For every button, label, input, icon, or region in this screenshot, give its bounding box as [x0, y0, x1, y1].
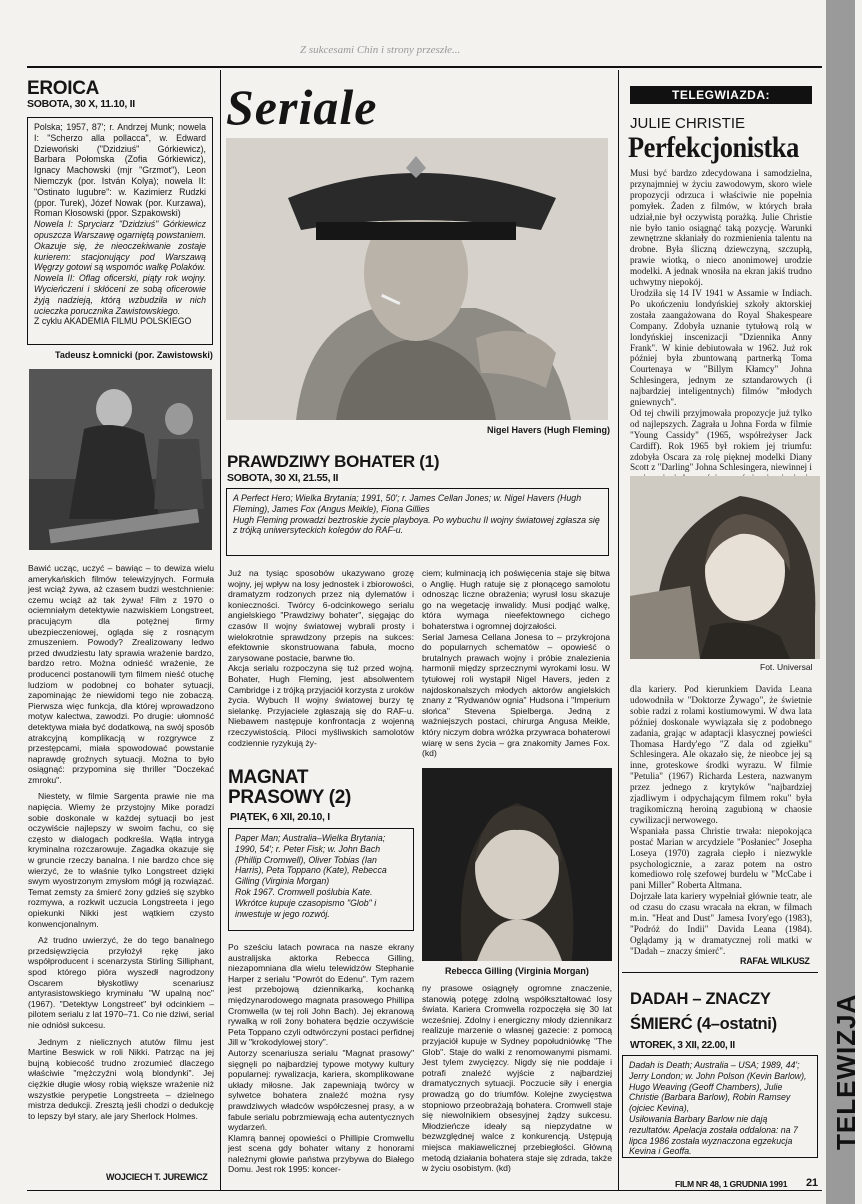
- left-body-p1: Bawić ucząc, uczyć – bawiąc – to dewiza wielu amerykańskich filmów telewizyjnych. Formuła jest wciąż żywa, aż czasem budzi westchnienie: czemu wciąż aż tak żywa! Film z 1970 o ociemniałym detektywie nazwiskiem Longstreet, pracującym dla potężnej firmy ubezpieczeniowej, ogląda się z rosnącym zmuszeniem. Powody? Zrealizowany ledwo przed dwudziestu laty sprawia wrażenie bardzo, bardzo retro. Można odnieść wrażenie, że producenci postanowili tym filmem nieść otuchę ludziom w podobnej co bohater sytuacji, zapominając że niewidomi tego nie zobaczą. Pierwsza więc funkcja, dla której wprowadzono motyw kalectwa, zawodzi. Po drugie: ułomność detektywa miała być dodatkową, na swój sposób atrakcyjną komplikacją w rozgrywce z przestępcami, miała spowodować powstanie naprawdę groźnych sytuacji. Można to było osiągnąć: przypomina się thriller "Doczekać zmroku".: [28, 563, 214, 785]
- top-banner: Z sukcesami Chin i strony przeszłe...: [300, 44, 461, 56]
- star-photo-credit: Fot. Universal: [760, 662, 813, 672]
- mid-body-col1: Już na tysiąc sposobów ukazywano grozę wojny, jej wpływ na losy jednostek i zbiorowości, dramatyzm rodzonych przez nią dylematów i konieczności. Twórcy 6-odcinkowego serialu angielskiego "Prawdziwy bohater", sięgając do czasów II wojny światowej wybrali prosty i wielokrotnie sprawdzony przepis na sukces: efektownie skonstruowana fabuła, mocno zarysowane postacie, barwne tło. Akcja serialu rozpoczyna się tuż przed wojną. Bohater, Hugh Fleming, jest absolwentem Cambridge i z trójką przyjaciół korzysta z uroków życia. Wybuch II wojny światowej burzy tę sielankę. Przyjaciele zgłaszają się do RAF-u. Niebawem następuje konfrontacja z wojenną rzeczywistością. Piloci myśliwskich samolotów codziennie ryzykują ży-: [228, 568, 414, 748]
- magnat-title-2: PRASOWY (2): [228, 787, 352, 808]
- dadah-box: [622, 1055, 818, 1158]
- dadah-synopsis: Usiłowania Barbary Barlow nie dają rezultatów. Apelacja została oddalona: na 7 lipca 1986 została wyznaczona egzekucja Kevina i Geoffa.: [629, 1113, 798, 1157]
- dadah-title-2: ŚMIERĆ (4–ostatni): [630, 1015, 777, 1033]
- dadah-rule: [622, 972, 818, 973]
- magnat-credits: Paper Man; Australia–Wielka Brytania; 1990, 54'; r. Peter Fisk; w. John Bach (Phillip Cromwell), Oliver Tobias (Ian Harris), Peta Toppano (Kate), Rebecca Gilling (Virginia Morgan): [235, 833, 387, 887]
- column-divider-2: [618, 70, 619, 1190]
- eroica-credits: Polska; 1957, 87'; r. Andrzej Munk; nowela I: "Scherzo alla pollacca", w. Edward Dziewoński ("Dzidziuś" Górkiewicz), Barbara Połomska (Zofia Górkiewicz), Ignacy Machowski (mjr "Grzmot"), Leon Niemczyk (por. István Kolya); nowela II: "Ostinato lugubre": w. Kazimierz Rudzki (ppor. Turek), Józef Nowak (por. Kurzawa), Roman Kłosowski (ppor. Szpakowski): [34, 122, 206, 219]
- eroica-photo: [29, 369, 212, 550]
- bohater-synopsis: Hugh Fleming prowadzi beztroskie życie playboya. Po wybuchu II wojny światowej zgłasza się z trójką uniwersyteckich kolegów do RAF-u.: [233, 514, 600, 536]
- magnat-schedule: PIĄTEK, 6 XII, 20.10, I: [230, 811, 330, 823]
- eroica-photo-caption: Tadeusz Łomnicki (por. Zawistowski): [55, 350, 213, 360]
- julie-christie-image: [630, 476, 820, 659]
- top-rule: [27, 66, 822, 68]
- left-body-p3: Aż trudno uwierzyć, że do tego banalnego przedsięwzięcia przyłożył rękę jako współproducent i scenarzysta Stirling Silliphant, spod którego pióra wyszedł nagrodzony Oscarem błyskotliwy scenariusz antyrasistowskiego kryminału "W upalną noc" (1967). "Detektyw Longstreet" był odcinkiem – pilotem serialu z lat 1970–71. Co nie dziwi, serial nie odniósł sukcesu.: [28, 935, 214, 1030]
- telegwiazda-header: [630, 86, 812, 104]
- left-body: [28, 563, 214, 1121]
- magnat-photo-caption: Rebecca Gilling (Virginia Morgan): [445, 966, 589, 976]
- eroica-synopsis-2: Nowela II: Oflag oficerski, piąty rok wojny. Wycieńczeni i skłóceni ze sobą oficerowie żyją nadzieją, którą wzbudziła w nich ucieczka porucznika Zawistowskiego.: [34, 273, 206, 316]
- star-headline: Perfekcjonistka: [628, 131, 799, 164]
- left-body-p2: Niestety, w filmie Sargenta prawie nie ma napięcia. Wiemy że przystojny Mike poradzi sobie doskonale w każdej sytuacji bo jest oczywiście najlepszy w swoim fachu, co się często w dialogach podkreśla. Wątła intryga kryminalna rozczarowuje. Zagadka okazuje się w gruncie rzeczy banalna. I nie bardzo chce się wierzyć, że to właśnie tylko Longstreet dzięki swym wyostrzonym zmysłom mógł ją rozwiązać. Temat zemsty za śmierć żony gdzieś się szybko rozmywa, a rozkwit uczucia Longstreeta i jego opiekunki Nikki jest wątkiem czysto konwencjonalnym.: [28, 791, 214, 929]
- eroica-synopsis-1: Nowela I: Spryciarz "Dzidziuś" Górkiewicz opuszcza Warszawę ogarniętą powstaniem. Okazuje się, że nieoczekiwanie zostaje kurierem: stacjonujący pod Warszawą Węgrzy gotowi są wspomóc walkę Polaków.: [34, 219, 206, 273]
- dadah-schedule: WTOREK, 3 XII, 22.00, II: [630, 1040, 735, 1051]
- star-name: JULIE CHRISTIE: [630, 115, 746, 132]
- magnat-title-1: MAGNAT: [228, 767, 309, 788]
- eroica-cycle: Z cyklu AKADEMIA FILMU POLSKIEGO: [34, 316, 192, 327]
- bohater-title: PRAWDZIWY BOHATER (1): [227, 452, 440, 471]
- dadah-credits: Dadah is Death; Australia – USA; 1989, 44'; Jerry London; w. John Polson (Kevin Barlow), Hugo Weaving (Geoff Chambers), Julie Christie (Barbara Barlow), Robin Ramsey (ojciec Kevina),: [629, 1060, 807, 1114]
- eroica-schedule: SOBOTA, 30 X, 11.10, II: [27, 98, 135, 110]
- star-body-2: dla kariery. Pod kierunkiem Davida Leana udowodniła w "Doktorze Żywago", że świetnie sobie radzi z rolami kostiumowymi. W dwa lata później doskonale wywiązała się z podobnego zadania, grając w adaptacji klasycznej powieści Thomasa Hardy'ego "Z dala od zgiełku" Schlesingera. Ale okazało się, że nieobce jej są inne, groteskowe środki wyrazu. W filmie "Petulia" (1967) Richarda Lestera, nazwanym przez jednego z krytyków "najbardziej zjadliwym i odpychającym filmem roku" była tragikomiczną heroiną zagubioną w chaosie cywilizacji nerwowego. Wspaniała passa Christie trwała: niepokojąca postać Marian w arcydziele "Posłaniec" Josepha Loseya (1970) zagrała ciepło i niezwykle psychologicznie, a zaraz potem na ostro komediowo rolę szefowej burdelu w "McCabe i pani Miller" Roberta Altmana. Dojrzałe lata kariery wypełniał głównie teatr, ale od czasu do czasu wracała na ekran, w filmach m.in. "Heat and Dust" Jamesa Ivory'ego (1983), "Podróż do Indii" Davida Leana (1984). Oglądamy ją w dramatycznej roli matki w "Dadah – znaczy śmierć".: [630, 684, 812, 956]
- soldiers-image: [29, 369, 212, 550]
- star-photo: [630, 476, 820, 659]
- telewizja-tab-label: TELEWIZJA: [831, 993, 861, 1150]
- hero-photo-caption: Nigel Havers (Hugh Fleming): [487, 425, 611, 435]
- left-body-p4: Jednym z nielicznych atutów filmu jest Martine Beswick w roli Nikki. Patrząc na jej bujną kobiecość trudno zrozumieć dlaczego właściwie "mężczyźni wolą blondynki". Jej ciężkie długie włosy robią większe wrażenie niż wszystkie perypetie Longstreeta – dzielnego mistrza dedukcji. Zresztą jeśli chodzi o dedukcję to lepszy był stary, ale jary Sherlock Holmes.: [28, 1036, 214, 1121]
- star-body-1: Musi być bardzo zdecydowana i samodzielna, przynajmniej w życiu zawodowym, skoro wiele propozycji odrzuca i właściwie nie popełnia pomyłek. Żaden z filmów, w których brała udział,nie był oczywistą porażką. Julie Christie nie było tanio osiągnąć taką pozycję. Warunki zewnętrzne skłaniały do rozmienienia talentu na drobne. Była śliczną dziewczyną, szczupłą, prawie wiotką, o nieco anonimowej urodzie modelki. A jednak wnosiła na ekran jakiś trudno uchwytny niepokój. Urodziła się 14 IV 1941 w Assamie w Indiach. Po ukończeniu londyńskiej szkoły aktorskiej została zaangażowana do Royal Shakespeare Company. Zdobyła uznanie tytułową rolą w londyńskiej inscenizacji "Dziennika Anny Frank". W kinie debiutowała w 1962. Już rok później była zbuntowaną partnerką Toma Courtenaya w "Billym Kłamcy" Johna Schlesingera, jednym ze sztandarowych (i najbardziej inteligentnych) filmów "młodych gniewnych". Od tej chwili przyjmowała propozycje już tylko od najlepszych. Zagrała u Johna Forda w filmie "Young Cassidy" (1965, współreżyser Jack Cardiff). Rok 1965 był rokiem jej triumfu: zdobyła Oscara za rolę pięknej modelki Diany Scott z "Darling" Johna Schlesingera, niewinnej i: [630, 168, 812, 473]
- bohater-box: [226, 488, 609, 556]
- seriale-title: Seriale: [226, 79, 378, 135]
- pilot-portrait-image: [226, 138, 608, 420]
- magnat-body-col1: Po sześciu latach powraca na nasze ekrany australijska aktorka Rebecca Gilling, niezapomniana dla wielu telewidzów Stephanie Harper z serialu "Powrót do Edenu". Tym razem jest przebojową dziennikarką, kochanką międzynarodowego magnata prasowego Phillipa Cromwella (w tej roli John Bach). Jej ekranową rywalką w roli żony bohatera będzie oczywiście Peta Toppano czyli odtwórczyni postaci perfidnej Jill w "krokodylowej story". Autorzy scenariusza serialu "Magnat prasowy" sięgnęli po najbardziej typowe motywy kultury popularnej: rywalizacja, kariera, skomplikowane układy miłosne. Jak zapewniają twórcy w sylwetce bohatera znaleźć można rysy prawdziwych władców współczesnej prasy, a w fabule serialu pobrzmiewają echa autentycznych wydarzeń. Klamrą bannej opowieści o Phillipie Cromwellu jest scena gdy bohater witany z honorami należnymi głowie państwa przybywa do Białego Domu. Jest rok 1995: koncer-: [228, 942, 414, 1175]
- dadah-title-1: DADAH – ZNACZY: [630, 990, 771, 1008]
- actress-portrait-image: [422, 768, 612, 961]
- mid-body-col2: ciem; kulminacją ich poświęcenia staje się bitwa o Anglię. Hugh ratuje się z płonącego samolotu odnosząc liczne obrażenia; wyrusł losu skazuje go na wegetację inwalidy. Musi podjąć walkę, która wymaga nieefektownego cichego bohaterstwa i ogromnej dojrzałości. Serial Jamesa Cellana Jonesa to – przykrojona do popularnych schematów – opowieść o brutalnych prawach wojny i próbie znalezienia harmonii między sprzecznymi wyrokami losu. W tytułowej roli wystąpił Nigel Havers, jeden z najdoskonalszych młodych aktorów angielskich znany z "Rydwanów ognia" Hudsona i "Imperium słońca" Stevena Spielberga. Jedną z ważniejszych postaci, chirurga Angusa Meikle, który niczym dobra wróżka przywraca bohaterowi wiarę w sens życia – gra znakomity James Fox. (kd): [422, 568, 610, 759]
- left-author: WOJCIECH T. JUREWICZ: [106, 1172, 208, 1182]
- magnat-body-col2: ny prasowe osiągnęły ogromne znaczenie, stanowią potęgę zdolną współkształtować losy świata. Kariera Cromwella rozpoczęła się 30 lat wcześniej. Zdolny i energiczny młody dziennikarz realizuje marzenie o własnej gazecie: z pomocą przyjaciół kupuje w Sydney popołudniówkę "The Glob". Staje do walki z renomowanymi pismami. Jest tylem zwycięzcy. Nigdy się nie poddaje i potrafi znaleźć wyjście z najbardziej dramatycznych sytuacji. Poczucie siły i energia prowadzą go do triumfów. Kolejne zwycięstwa stopniowo przeobrażają bohatera. Cromwell staje się niewolnikiem obsesyjnej żądzy sukcesu. Młodzieńcze ideały są niepzydatne w bezwzględnej walce z konkurencją. Ustępują miejsca makiawelicznej przebiegłości. Główną metodą działania bohatera staje się zdrada, także w życiu osobistym. (kd): [422, 983, 612, 1174]
- footer-rule: [27, 1190, 822, 1191]
- eroica-box: [27, 117, 213, 345]
- footer-page-number: 21: [806, 1177, 818, 1189]
- magnat-box: [228, 828, 414, 931]
- footer-issue: FILM NR 48, 1 GRUDNIA 1991: [675, 1179, 788, 1189]
- bohater-schedule: SOBOTA, 30 XI, 21.55, II: [227, 472, 339, 484]
- eroica-title: EROICA: [27, 78, 100, 99]
- magnat-synopsis: Rok 1967. Cromwell poślubia Kate. Wkrótce kupuje czasopismo "Glob" i inwestuje w jego rozwój.: [235, 886, 377, 919]
- hero-photo: [226, 138, 608, 420]
- telegwiazda-header-label: TELEGWIAZDA:: [672, 88, 770, 102]
- column-divider-1: [220, 70, 221, 1190]
- star-author: RAFAŁ WILKUSZ: [740, 956, 810, 966]
- bohater-credits: A Perfect Hero; Wielka Brytania; 1991, 50'; r. James Cellan Jones; w. Nigel Havers (Hugh Fleming), James Fox (Angus Meikle), Fiona Gillies: [233, 493, 582, 514]
- magnat-photo: [422, 768, 612, 961]
